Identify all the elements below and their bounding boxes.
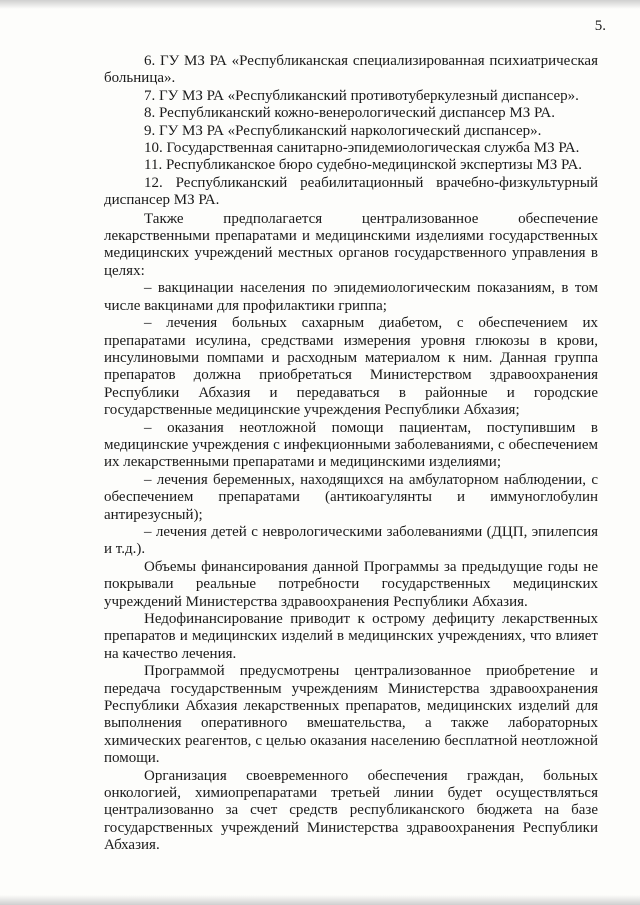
paragraph-centralized-supply: Также предполагается централизованное обеспечение лекарственными препаратами и медицинскими изделиями государственных медицинских учреждений местных органов государственного управления в целях: bbox=[104, 210, 598, 279]
paragraph-program-provides: Программой предусмотрены централизованное приобретение и передача государственным учреждениям Министерства здравоохранения Республики Абхазия лекарственных препаратов, медицинских изделий для выполнения оперативного вмешательства, а также лабораторных химических реагентов, с целью оказания населению бесплатной неотложной помощи. bbox=[104, 663, 598, 767]
scan-top-edge bbox=[0, 0, 640, 9]
list-item-9: 9. ГУ МЗ РА «Республиканский наркологический диспансер». bbox=[144, 122, 542, 139]
document-body bbox=[104, 53, 598, 855]
bullet-diabetes: – лечения больных сахарным диабетом, с обеспечением их препаратами исулина, средствами измерения уровня глюкозы в крови, инсулиновыми помпами и расходным материалом к ним. Данная группа препаратов должна приобретаться Министерством здравоохранения Республики Абхазия и передаваться в районные и городские государственные медицинские учреждения Республики Абхазия; bbox=[104, 315, 598, 419]
bullet-pregnancy: – лечения беременных, находящихся на амбулаторном наблюдении, с обеспечением препаратами (антикоагулянты и иммуноглобулин антирезусный); bbox=[104, 471, 598, 523]
paragraph-oncology: Организация своевременного обеспечения граждан, больных онкологией, химиопрепаратами третьей линии будет осуществляться централизованно за счет средств республиканского бюджета на базе государственных учреждений Министерства здравоохранения Республики Абхазия. bbox=[104, 767, 598, 854]
list-item-10: 10. Государственная санитарно-эпидемиологическая служба МЗ РА. bbox=[144, 140, 580, 157]
paragraph-funding: Объемы финансирования данной Программы за предыдущие годы не покрывали реальные потребности государственных медицинских учреждений Министерства здравоохранения Республики Абхазия. bbox=[104, 558, 598, 610]
list-item-11: 11. Республиканское бюро судебно-медицинской экспертизы МЗ РА. bbox=[144, 157, 583, 174]
page-number: 5. bbox=[594, 18, 606, 34]
list-item-6: 6. ГУ МЗ РА «Республиканская специализированная психиатрическая больница». bbox=[104, 53, 598, 87]
list-item-8: 8. Республиканский кожно-венерологический диспансер МЗ РА. bbox=[144, 105, 555, 122]
paragraph-underfunding: Недофинансирование приводит к острому дефициту лекарственных препаратов и медицинских изделий в медицинских учреждениях, что влияет на качество лечения. bbox=[104, 611, 598, 662]
list-item-7: 7. ГУ МЗ РА «Республиканский противотуберкулезный диспансер». bbox=[144, 87, 579, 104]
bullet-neurology: – лечения детей с неврологическими заболеваниями (ДЦП, эпилепсия и т.д.). bbox=[104, 523, 598, 558]
list-item-12: 12. Республиканский реабилитационный врачебно-физкультурный диспансер МЗ РА. bbox=[104, 174, 598, 209]
scan-bottom-edge bbox=[0, 895, 640, 905]
bullet-emergency-care: – оказания неотложной помощи пациентам, поступившим в медицинские учреждения с инфекционными заболеваниями, с обеспечением их лекарственными препаратами и медицинскими изделиями; bbox=[104, 419, 598, 471]
bullet-vaccination: – вакцинации населения по эпидемиологическим показаниям, в том числе вакцинами для профилактики гриппа; bbox=[104, 280, 598, 314]
